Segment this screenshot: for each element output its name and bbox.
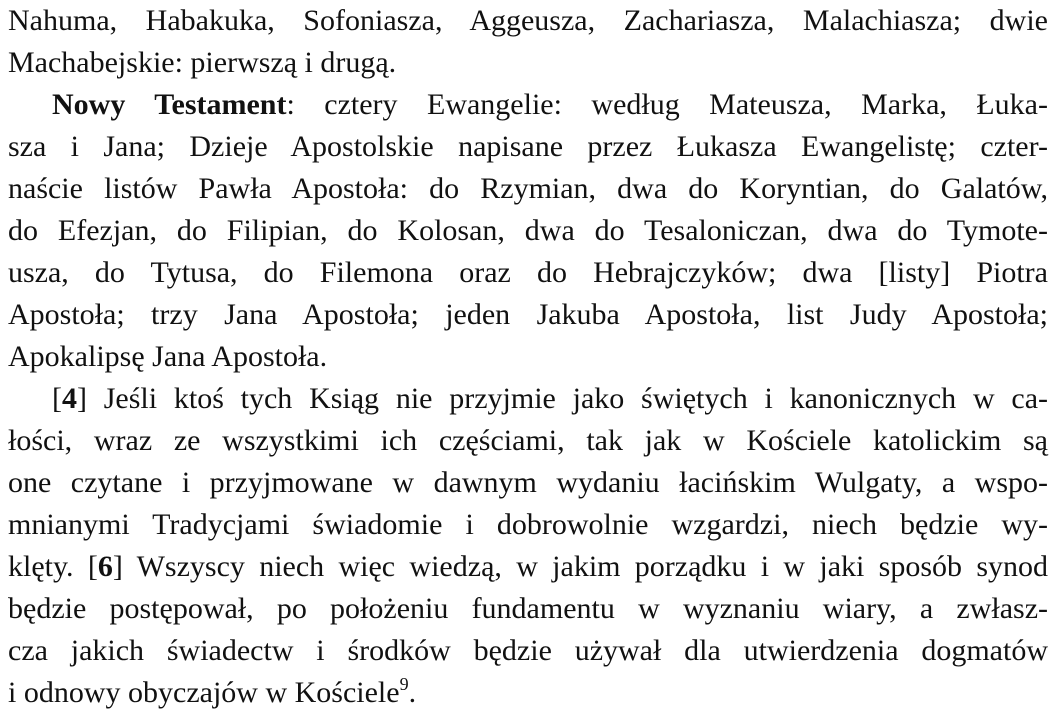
text-line <box>8 546 1048 588</box>
line-prefix: klęty. [ <box>8 550 98 583</box>
text-line <box>8 420 1048 462</box>
line-text: i odnowy obyczajów w Kościele <box>8 676 400 709</box>
line-text: cza jakich świadectw i środków będzie używał dla utwierdzenia dogmatów <box>8 634 1048 667</box>
section-number-4: 4 <box>62 382 77 415</box>
line-text: mnianymi Tradycjami świadomie i dobrowolnie wzgardzi, niech będzie wy- <box>8 508 1048 541</box>
line-text: Apokalipsę Jana Apostoła. <box>8 340 328 373</box>
line-text: sza i Jana; Dzieje Apostolskie napisane przez Łukasza Ewangelistę; czter- <box>8 130 1048 163</box>
text-line <box>8 252 1048 294</box>
line-end: . <box>408 676 417 709</box>
section-heading-new-testament: Nowy Testament <box>52 88 287 121</box>
text-line <box>8 336 1048 378</box>
text-line <box>8 672 1048 714</box>
text-line <box>8 42 1048 84</box>
paragraph-start-line <box>8 84 1048 126</box>
text-line <box>8 168 1048 210</box>
line-text: naście listów Pawła Apostoła: do Rzymian, dwa do Koryntian, do Galatów, <box>8 172 1048 205</box>
text-line <box>8 210 1048 252</box>
text-line <box>8 462 1048 504</box>
section-number-6: 6 <box>97 550 113 583</box>
line-text: Apostoła; trzy Jana Apostoła; jeden Jakuba Apostoła, list Judy Apostoła; <box>8 298 1048 331</box>
text-line <box>8 588 1048 630</box>
text-line <box>8 0 1048 42</box>
footnote-marker: 9 <box>399 674 409 694</box>
line-text: one czytane i przyjmowane w dawnym wydaniu łacińskim Wulgaty, a wspo- <box>8 466 1048 499</box>
text-line <box>8 504 1048 546</box>
line-text: Nahuma, Habakuka, Sofoniasza, Aggeusza, Zachariasza, Malachiasza; dwie <box>8 4 1048 37</box>
line-text: do Efezjan, do Filipian, do Kolosan, dwa do Tesaloniczan, dwa do Tymote- <box>8 214 1048 247</box>
text-line <box>8 126 1048 168</box>
paragraph-start-line <box>8 378 1048 420</box>
line-text: ] Wszyscy niech więc wiedzą, w jakim porządku i w jaki sposób synod <box>112 550 1048 583</box>
line-text: usza, do Tytusa, do Filemona oraz do Hebrajczyków; dwa [listy] Piotra <box>8 256 1048 289</box>
line-text: ] Jeśli ktoś tych Ksiąg nie przyjmie jako świętych i kanonicznych w ca- <box>77 382 1048 415</box>
line-text: będzie postępował, po położeniu fundamentu w wyznaniu wiary, a zwłasz- <box>8 592 1048 625</box>
line-text: łości, wraz ze wszystkimi ich częściami, tak jak w Kościele katolickim są <box>8 424 1048 457</box>
line-text: : cztery Ewangelie: według Mateusza, Marka, Łuka- <box>286 88 1048 121</box>
line-text: Machabejskie: pierwszą i drugą. <box>8 46 397 79</box>
text-line <box>8 294 1048 336</box>
bracket-open: [ <box>52 382 62 415</box>
text-line <box>8 630 1048 672</box>
